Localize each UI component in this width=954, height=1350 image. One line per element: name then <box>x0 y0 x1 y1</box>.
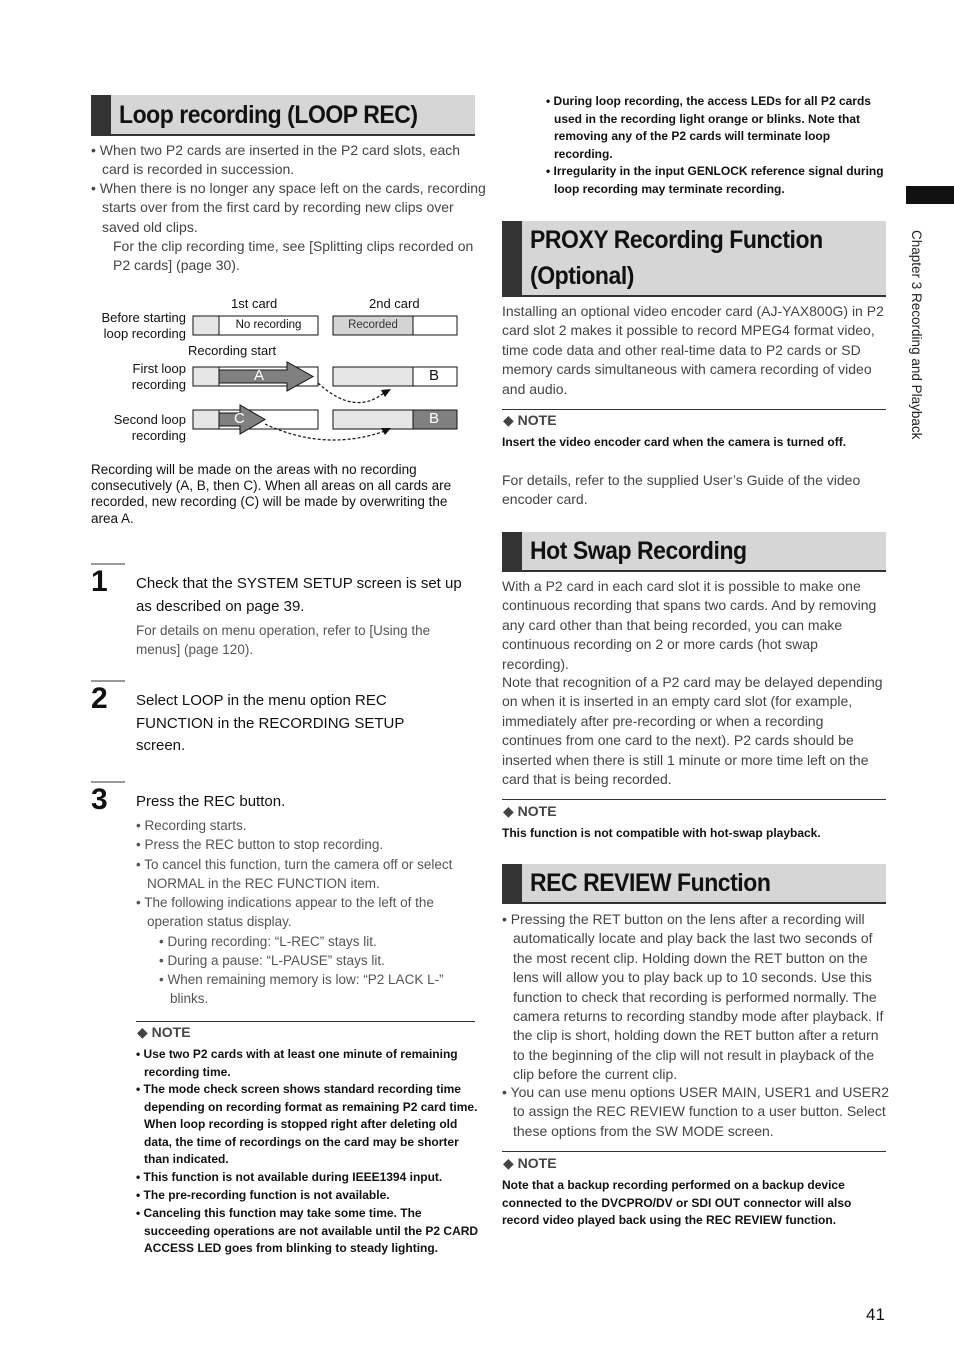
hotswap-text-1: With a P2 card in each card slot it is possible to make one continuous recording that spans two cards. And by removing any card other than that being recorded, you can make continuous recording on 2 or more cards (hot swap recording). <box>502 578 877 672</box>
diagram-caption: Recording will be made on the areas with no recording consecutively (A, B, then C). When all areas on all cards are recorded, new recording (C) will be made by overwriting the area A. <box>91 462 452 526</box>
recorded-label: Recorded <box>348 319 398 331</box>
proxy-note: Insert the video encoder card when the camera is turned off. <box>502 435 847 449</box>
row1-label-a: Before starting <box>101 310 186 325</box>
card1-label: 1st card <box>231 296 278 311</box>
proxy-heading-line-2: (Optional) <box>530 262 634 290</box>
hotswap-note-title: ◆ NOTE <box>503 803 557 819</box>
step-1-number: 1 <box>91 565 108 598</box>
row2-label-a: First loop <box>132 361 186 376</box>
loop-reference: For the clip recording time, see [Splitting clips recorded on P2 cards] (page 30). <box>113 238 474 274</box>
hotswap-text-2: Note that recognition of a P2 card may be delayed depending on when it is inserted in an empty card slot (for example, immediately after pre-recording or when a recording continues from one card to the next). P2 cards should be inserted when there is still 1 minute or more time left on the card that is being recorded. <box>502 674 883 788</box>
row1-label-b: loop recording <box>103 326 186 341</box>
area-a-label: A <box>254 367 265 384</box>
review-bullet-2: • You can use menu options USER MAIN, USER1 and USER2 to assign the REC REVIEW function to a user button. Select these options from the SW MODE screen. <box>502 1083 891 1141</box>
loop-note-7: • Irregularity in the input GENLOCK reference signal during loop recording may terminate recording. <box>546 163 892 198</box>
area-c-label: C <box>234 410 245 427</box>
review-note: Note that a backup recording performed on a backup device connected to the DVCPRO/DV or SDI OUT connector will also record video played back using the REC REVIEW function. <box>502 1178 852 1228</box>
row2-label-b: recording <box>131 377 186 392</box>
proxy-text: Installing an optional video encoder card (AJ-YAX800G) in P2 card slot 2 makes it possible to record MPEG4 format video, time code data and other real-time data to P2 cards or SD memory cards simultaneous with camera recording of video and audio. <box>502 303 884 397</box>
step-3-text: Press the REC button. <box>136 793 286 810</box>
loop-note-2: • The mode check screen shows standard recording time depending on recording format as remaining P2 card time. When loop recording is stopped right after deleting old data, the time of recordings on the card may be shorter than indicated. <box>136 1081 479 1169</box>
loop-note-4: • The pre-recording function is not available. <box>136 1187 479 1205</box>
loop-note-5: • Canceling this function may take some time. The succeeding operations are not available until the P2 CARD ACCESS LED goes from blinking to steady lighting. <box>136 1205 479 1258</box>
proxy-heading <box>502 221 886 297</box>
step-3-sub-bullet-3: • When remaining memory is low: “P2 LACK L-” blinks. <box>159 970 480 1009</box>
row3-label-b: recording <box>131 428 186 443</box>
review-heading-text: REC REVIEW Function <box>530 869 771 897</box>
loop-diagram <box>85 292 480 452</box>
step-2-number: 2 <box>91 682 108 715</box>
step-3-sub-bullet-1: • During recording: “L-REC” stays lit. <box>159 932 480 951</box>
chapter-side-label: Chapter 3 Recording and Playback <box>909 230 924 440</box>
hotswap-note: This function is not compatible with hot-swap playback. <box>502 826 821 840</box>
proxy-details: For details, refer to the supplied User’s Guide of the video encoder card. <box>502 472 861 508</box>
page-number: 41 <box>866 1305 885 1324</box>
step-3-sub-bullet-2: • During a pause: “L-PAUSE” stays lit. <box>159 951 480 970</box>
row3-label-a: Second loop <box>113 412 186 427</box>
chapter-tab-marker <box>906 186 954 204</box>
no-recording-label: No recording <box>235 319 302 331</box>
hotswap-heading-text: Hot Swap Recording <box>530 537 747 565</box>
loop-note-3: • This function is not available during IEEE1394 input. <box>136 1169 479 1187</box>
loop-note-1: • Use two P2 cards with at least one minute of remaining recording time. <box>136 1046 474 1081</box>
review-bullet-1: • Pressing the RET button on the lens after a recording will automatically locate and play back the last two seconds of the most recent clip. Holding down the RET button on the lens will allow you to play back up to 10 seconds. Use this function to check that recording is performed normally. The camera returns to recording standby mode after playback. If the clip is short, holding down the RET button after a return to the beginning of the clip will not result in playback of the clip before the current clip. <box>502 910 891 1085</box>
step-3-number: 3 <box>91 783 108 816</box>
loop-note-title: ◆ NOTE <box>137 1024 191 1040</box>
step-3-bullet-3: • To cancel this function, turn the camera off or select NORMAL in the REC FUNCTION item. <box>136 855 467 894</box>
loop-rec-heading <box>91 95 475 136</box>
proxy-heading-line-1: PROXY Recording Function <box>530 226 823 254</box>
step-3-bullet-2: • Press the REC button to stop recording. <box>136 835 477 854</box>
card2-label: 2nd card <box>369 296 420 311</box>
loop-note-6: • During loop recording, the access LEDs for all P2 cards used in the recording light orange or blinks. Note that removing any of the P2 cards will terminate loop recording. <box>546 93 892 163</box>
review-note-title: ◆ NOTE <box>503 1155 557 1171</box>
step-2-text: Select LOOP in the menu option REC FUNCTION in the RECORDING SETUP screen. <box>136 692 405 754</box>
recording-start-label: Recording start <box>188 343 277 358</box>
step-1-sub: For details on menu operation, refer to [Using the menus] (page 120). <box>136 623 431 658</box>
step-1-text: Check that the SYSTEM SETUP screen is set up as described on page 39. <box>136 575 462 615</box>
area-b-label-row3: B <box>429 410 440 427</box>
review-heading <box>502 864 886 904</box>
step-3-bullet-4: • The following indications appear to the left of the operation status display. <box>136 893 477 932</box>
area-b-label-row2: B <box>429 367 440 384</box>
loop-bullet-1: • When two P2 cards are inserted in the P2 card slots, each card is recorded in succession. <box>91 141 472 180</box>
hotswap-heading <box>502 532 886 572</box>
loop-rec-heading-text: Loop recording (LOOP REC) <box>119 101 418 129</box>
loop-bullet-2: • When there is no longer any space left on the cards, recording starts over from the first card by recording new clips over saved old clips. <box>91 179 487 237</box>
proxy-note-title: ◆ NOTE <box>503 412 557 428</box>
step-3-bullet-1: • Recording starts. <box>136 816 477 835</box>
